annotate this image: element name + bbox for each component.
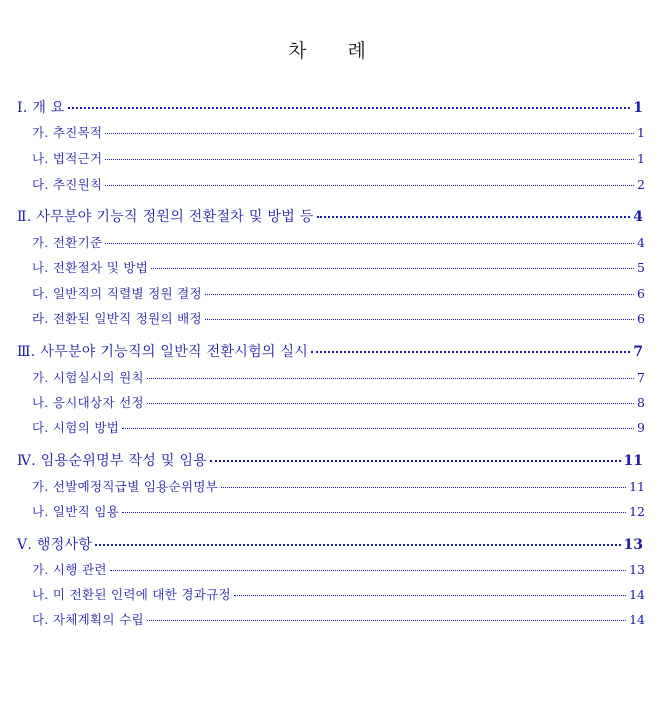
- toc-section-4[interactable]: [17, 450, 643, 470]
- leader-dots: [147, 620, 626, 621]
- leader-dots: [122, 428, 634, 429]
- toc-page: 14: [629, 612, 645, 627]
- toc-page: 12: [629, 504, 645, 519]
- leader-dots: [68, 107, 631, 109]
- leader-dots: [317, 216, 631, 218]
- toc-page: 6: [637, 286, 645, 301]
- leader-dots: [147, 378, 634, 379]
- title-first-char: 차: [288, 40, 308, 62]
- leader-dots: [205, 294, 634, 295]
- toc-label: Ⅲ. 사무분야 기능직의 일반직 전환시험의 실시: [17, 344, 309, 360]
- toc-page: 14: [629, 587, 645, 602]
- toc-page: 11: [623, 453, 643, 469]
- toc-section-3[interactable]: [17, 341, 643, 361]
- toc-item[interactable]: [32, 284, 645, 302]
- toc-label: 가. 선발예정직급별 임용순위명부: [32, 479, 219, 494]
- toc-label: 나. 법적근거: [32, 151, 103, 166]
- toc-page: 2: [637, 177, 645, 192]
- toc-page: 7: [633, 344, 643, 360]
- toc-page: 1: [633, 100, 643, 116]
- leader-dots: [105, 243, 634, 244]
- toc-label: 다. 시험의 방법: [32, 420, 120, 435]
- toc-page: 9: [637, 420, 645, 435]
- leader-dots: [210, 460, 620, 462]
- leader-dots: [147, 403, 634, 404]
- toc-label: 라. 전환된 일반직 정원의 배정: [32, 311, 202, 326]
- toc-item[interactable]: [32, 258, 645, 276]
- toc-label: 다. 일반직의 직렬별 정원 결정: [32, 286, 202, 301]
- toc-item[interactable]: [32, 175, 645, 193]
- toc-item[interactable]: [32, 585, 645, 603]
- document-title: [0, 36, 655, 63]
- toc-page: 6: [637, 311, 645, 326]
- title-second-char: 례: [347, 40, 367, 62]
- toc-label: Ⅱ. 사무분야 기능직 정원의 전환절차 및 방법 등: [17, 209, 314, 225]
- toc-item[interactable]: [32, 393, 645, 411]
- toc-page: 4: [633, 209, 643, 225]
- toc-label: 나. 일반직 임용: [32, 504, 120, 519]
- toc-item[interactable]: [32, 309, 645, 327]
- toc-page: 1: [637, 125, 645, 140]
- toc-section-5[interactable]: [17, 534, 643, 554]
- toc-item[interactable]: [32, 123, 645, 141]
- toc-label: 다. 자체계획의 수립: [32, 612, 144, 627]
- toc-label: 가. 전환기준: [32, 235, 103, 250]
- toc-item[interactable]: [32, 418, 645, 436]
- toc-page: 1: [637, 151, 645, 166]
- toc-item[interactable]: [32, 477, 645, 495]
- toc-label: 가. 추진목적: [32, 125, 103, 140]
- leader-dots: [151, 268, 634, 269]
- leader-dots: [95, 544, 620, 546]
- toc-label: 다. 추진원칙: [32, 177, 103, 192]
- toc-label: Ⅴ. 행정사항: [17, 537, 93, 553]
- toc-label: Ⅰ. 개 요: [17, 100, 65, 116]
- toc-item[interactable]: [32, 233, 645, 251]
- toc-item[interactable]: [32, 610, 645, 628]
- leader-dots: [234, 595, 626, 596]
- toc-label: 나. 미 전환된 인력에 대한 경과규정: [32, 587, 231, 602]
- toc-item[interactable]: [32, 368, 645, 386]
- leader-dots: [110, 570, 626, 571]
- toc-item[interactable]: [32, 149, 645, 167]
- toc-page: 5: [637, 260, 645, 275]
- toc-label: 가. 시행 관련: [32, 562, 107, 577]
- leader-dots: [122, 512, 626, 513]
- toc-item[interactable]: [32, 502, 645, 520]
- toc-label: Ⅳ. 임용순위명부 작성 및 임용: [17, 453, 208, 469]
- toc-section-2[interactable]: [17, 206, 643, 226]
- toc-label: 나. 전환절차 및 방법: [32, 260, 149, 275]
- toc-page: 11: [629, 479, 645, 494]
- toc-section-1[interactable]: [17, 97, 643, 117]
- leader-dots: [311, 351, 630, 353]
- toc-page: 4: [637, 235, 645, 250]
- toc-label: 가. 시험실시의 원칙: [32, 370, 144, 385]
- toc-item[interactable]: [32, 560, 645, 578]
- toc-page: 13: [623, 537, 643, 553]
- leader-dots: [105, 185, 634, 186]
- leader-dots: [105, 159, 634, 160]
- toc-page: 7: [637, 370, 645, 385]
- leader-dots: [205, 319, 634, 320]
- toc-page: 13: [629, 562, 645, 577]
- toc-page: 8: [637, 395, 645, 410]
- leader-dots: [221, 487, 626, 488]
- leader-dots: [105, 133, 634, 134]
- toc-label: 나. 응시대상자 선정: [32, 395, 144, 410]
